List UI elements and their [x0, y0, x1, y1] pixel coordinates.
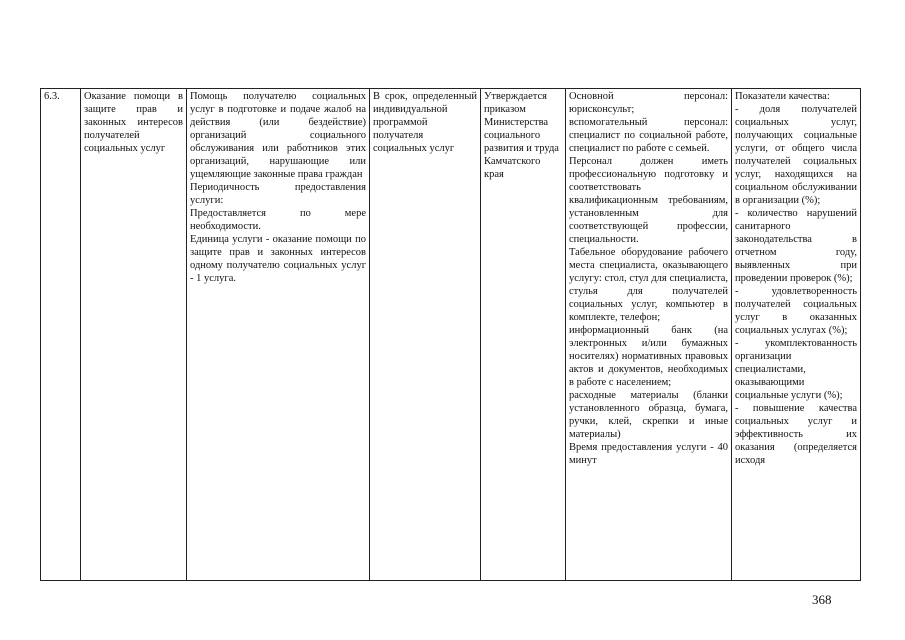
- conditions-paragraph: Табельное оборудование рабочего места специалиста, оказывающего услугу: стол, стул для специалиста, стулья для получателей социальных услуг, компьютер в комплекте, телефон;: [569, 247, 728, 323]
- row-number: 6.3.: [44, 91, 60, 102]
- indicators-paragraph: - укомплектованность организации специалистами, оказывающими социальные услуги (%);: [735, 338, 857, 401]
- tariff-cell: [481, 89, 566, 581]
- indicators-paragraph: - повышение качества социальных услуг и эффективность их оказания (определяется исходя: [735, 403, 857, 466]
- services-table: [40, 88, 861, 581]
- indicators-cell: [732, 89, 861, 581]
- term-cell: [370, 89, 481, 581]
- conditions-paragraph: Время предоставления услуги - 40 минут: [569, 442, 728, 466]
- tariff-text: Утверждается приказом Министерства социального развития и труда Камчатского края: [484, 91, 559, 180]
- indicators-paragraph: Показатели качества:: [735, 91, 830, 102]
- indicators-paragraph: - удовлетворенность получателей социальных услуг в оказанных социальных услугах (%);: [735, 286, 857, 336]
- content-paragraph: Единица услуги - оказание помощи по защите прав и законных интересов одному получателю социальных услуг - 1 услуга.: [190, 234, 366, 284]
- conditions-paragraph: Персонал должен иметь профессиональную подготовку и соответствовать квалификационным требованиям, установленным для соответствующей профессии, специальности.: [569, 156, 728, 245]
- indicators-paragraph: - количество нарушений санитарного законодательства в отчетном году, выявленных при проведении проверок (%);: [735, 208, 857, 284]
- conditions-paragraph: вспомогательный персонал: специалист по социальной работе, специалист по работе с семьей.: [569, 117, 728, 154]
- service-content-cell: [187, 89, 370, 581]
- service-name-cell: [81, 89, 187, 581]
- table-row: [41, 89, 861, 581]
- indicators-paragraph: - доля получателей социальных услуг, получающих социальные услуги, от общего числа получателей социальных услуг, находящихся на социальном обслуживании в организации (%);: [735, 104, 857, 206]
- term-text: В срок, определенный индивидуальной программой получателя социальных услуг: [373, 91, 477, 154]
- row-number-cell: [41, 89, 81, 581]
- conditions-cell: [566, 89, 732, 581]
- conditions-paragraph: информационный банк (на электронных и/или бумажных носителях) нормативных правовых актов и документов, необходимых в работе с населением;: [569, 325, 728, 388]
- content-paragraph: Предоставляется по мере необходимости.: [190, 208, 366, 232]
- conditions-paragraph: Основной персонал: юрисконсульт;: [569, 91, 728, 115]
- service-name: Оказание помощи в защите прав и законных интересов получателей социальных услуг: [84, 91, 183, 154]
- conditions-paragraph: расходные материалы (бланки установленного образца, бумага, ручки, клей, скрепки и иные материалы): [569, 390, 728, 440]
- content-paragraph: Помощь получателю социальных услуг в подготовке и подаче жалоб на действия (или бездействие) организаций социального обслуживания или работников этих организаций, нарушающие или ущемляющие законные права граждан: [190, 91, 366, 180]
- page-number: 368: [812, 592, 832, 607]
- content-paragraph: Периодичность предоставления услуги:: [190, 182, 366, 206]
